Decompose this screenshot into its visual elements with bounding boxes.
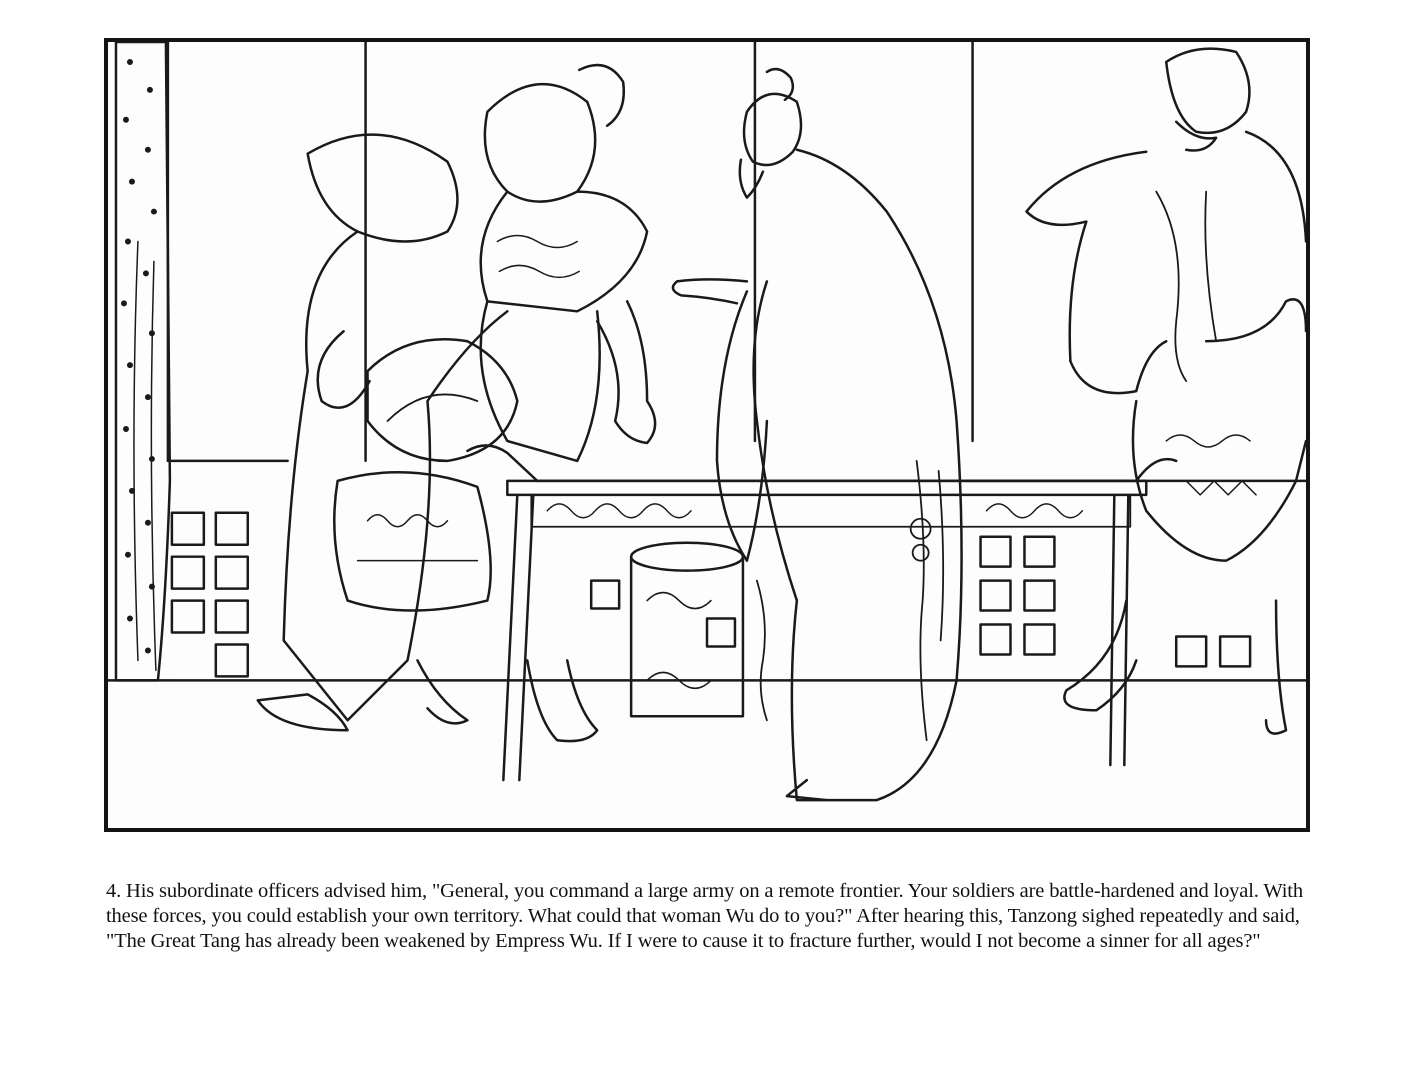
wall-panel-lines <box>168 42 973 461</box>
illustration-panel <box>104 38 1310 832</box>
table-drawing <box>467 445 1176 780</box>
armored-general-left-drawing <box>258 135 518 731</box>
armored-general-right-drawing <box>1026 49 1306 734</box>
figure-caption: 4. His subordinate officers advised him, "General, you command a large army on a remote frontier. Your soldiers are battle-hardened and loyal. With these forces, you could establish your own territory. What could that woman Wu do to you?" After hearing this, Tanzong sighed repeatedly and said, "The Great Tang has already been weakened by Empress Wu. If I were to cause it to fracture further, would I not become a sinner for all ages?" <box>106 879 1303 952</box>
curtain-drawing <box>116 42 170 680</box>
armored-officer-center-drawing <box>481 65 655 741</box>
robed-scholar-drawing <box>673 69 962 800</box>
line-drawing-illustration <box>108 42 1306 828</box>
drum-stool-drawing <box>631 543 743 717</box>
